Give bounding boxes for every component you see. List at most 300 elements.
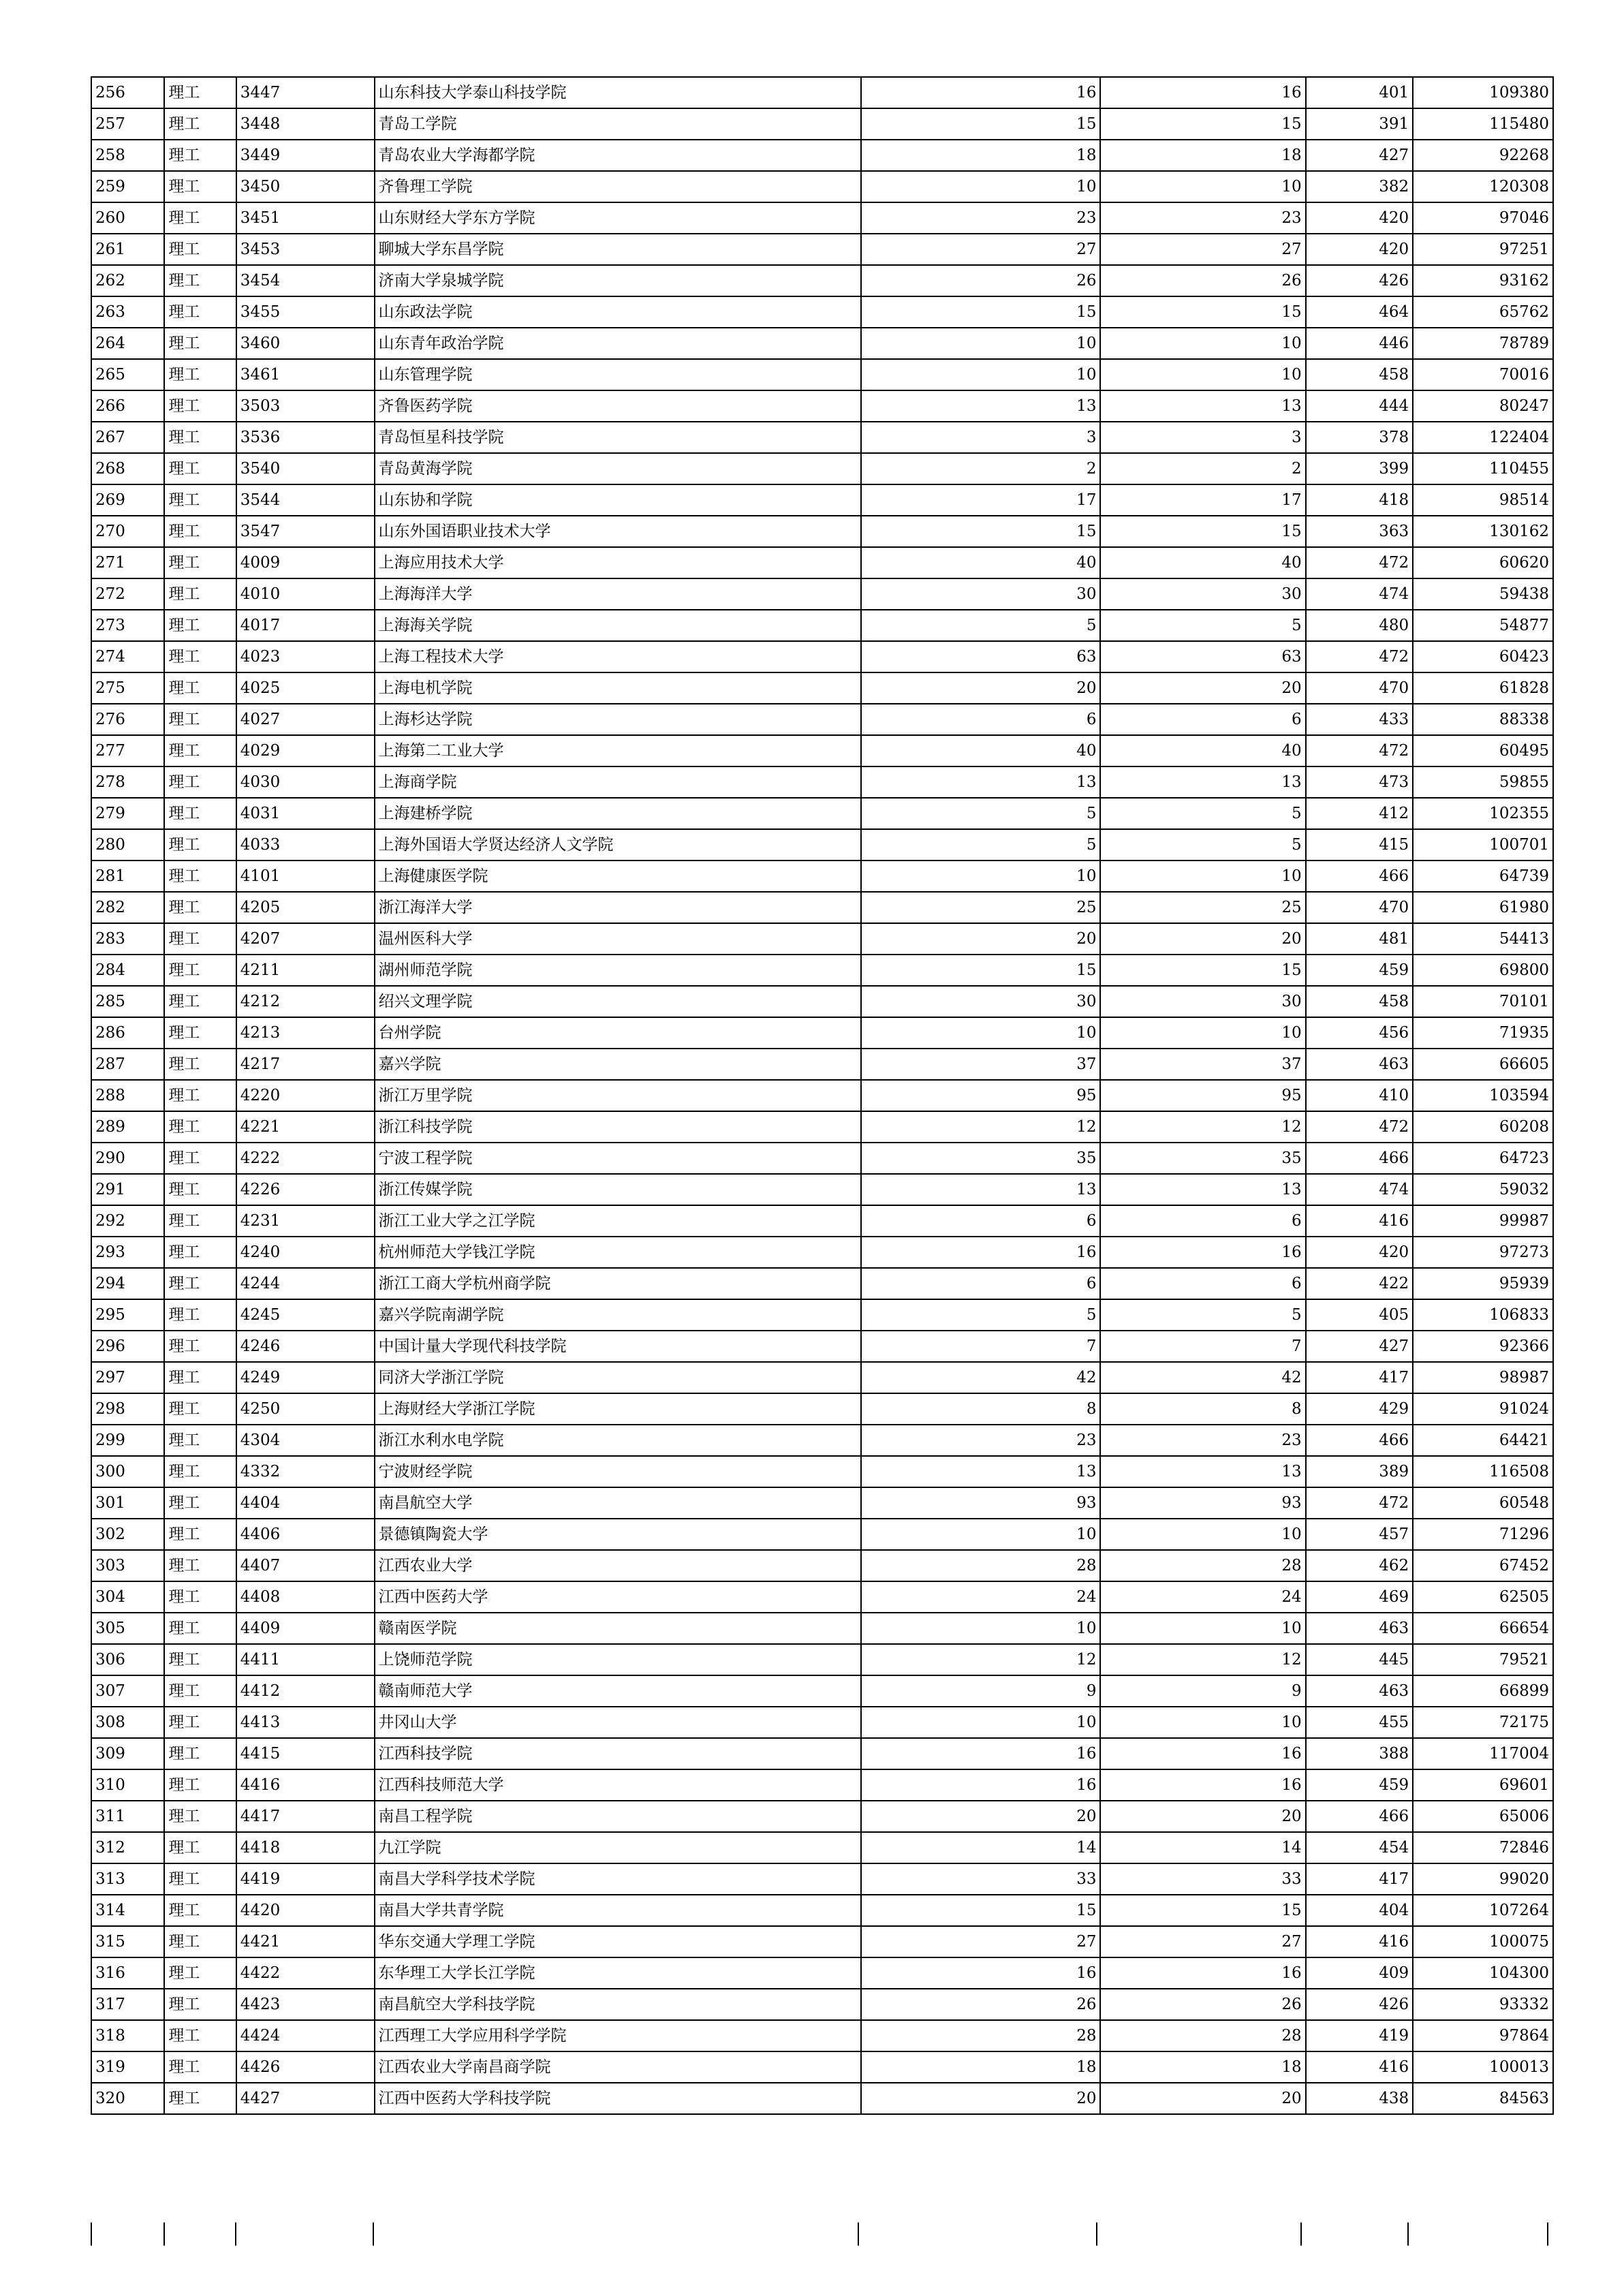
plan-count-cell: 20 xyxy=(861,1801,1100,1832)
row-number-cell: 278 xyxy=(91,766,164,798)
row-number-cell: 312 xyxy=(91,1832,164,1863)
table-row xyxy=(91,861,1553,892)
category-cell: 理工 xyxy=(164,1237,236,1268)
admitted-count-cell: 16 xyxy=(1100,1769,1305,1801)
table-column-tails xyxy=(91,2222,1554,2246)
row-number-cell: 261 xyxy=(91,234,164,265)
school-code-cell: 3503 xyxy=(236,390,375,422)
school-name-cell: 上海商学院 xyxy=(375,766,862,798)
school-name-cell: 江西理工大学应用科学学院 xyxy=(375,2020,862,2051)
table-row xyxy=(91,1331,1553,1362)
school-code-cell: 4212 xyxy=(236,986,375,1017)
row-number-cell: 295 xyxy=(91,1299,164,1331)
category-cell: 理工 xyxy=(164,610,236,641)
school-name-cell: 东华理工大学长江学院 xyxy=(375,1957,862,1989)
row-number-cell: 262 xyxy=(91,265,164,296)
table-row xyxy=(91,578,1553,610)
category-cell: 理工 xyxy=(164,202,236,234)
category-cell: 理工 xyxy=(164,1393,236,1425)
admitted-count-cell: 5 xyxy=(1100,829,1305,861)
school-name-cell: 上海电机学院 xyxy=(375,672,862,704)
row-number-cell: 265 xyxy=(91,359,164,390)
min-rank-cell: 66605 xyxy=(1413,1049,1553,1080)
plan-count-cell: 93 xyxy=(861,1487,1100,1519)
min-rank-cell: 102355 xyxy=(1413,798,1553,829)
min-rank-cell: 130162 xyxy=(1413,516,1553,547)
min-score-cell: 463 xyxy=(1306,1613,1414,1644)
table-row xyxy=(91,1237,1553,1268)
school-name-cell: 南昌大学共青学院 xyxy=(375,1895,862,1926)
plan-count-cell: 23 xyxy=(861,1425,1100,1456)
admitted-count-cell: 3 xyxy=(1100,422,1305,453)
row-number-cell: 277 xyxy=(91,735,164,766)
admitted-count-cell: 14 xyxy=(1100,1832,1305,1863)
min-score-cell: 417 xyxy=(1306,1863,1414,1895)
min-score-cell: 426 xyxy=(1306,265,1414,296)
min-score-cell: 418 xyxy=(1306,484,1414,516)
school-name-cell: 宁波工程学院 xyxy=(375,1143,862,1174)
min-score-cell: 401 xyxy=(1306,77,1414,108)
school-code-cell: 4244 xyxy=(236,1268,375,1299)
row-number-cell: 266 xyxy=(91,390,164,422)
row-number-cell: 283 xyxy=(91,923,164,955)
table-row xyxy=(91,1205,1553,1237)
school-code-cell: 4332 xyxy=(236,1456,375,1487)
min-score-cell: 382 xyxy=(1306,171,1414,202)
min-score-cell: 416 xyxy=(1306,1926,1414,1957)
table-row xyxy=(91,1801,1553,1832)
plan-count-cell: 40 xyxy=(861,547,1100,578)
school-name-cell: 浙江海洋大学 xyxy=(375,892,862,923)
category-cell: 理工 xyxy=(164,986,236,1017)
admitted-count-cell: 13 xyxy=(1100,1456,1305,1487)
school-name-cell: 赣南医学院 xyxy=(375,1613,862,1644)
admitted-count-cell: 20 xyxy=(1100,2083,1305,2114)
min-rank-cell: 66654 xyxy=(1413,1613,1553,1644)
admitted-count-cell: 95 xyxy=(1100,1080,1305,1111)
table-row xyxy=(91,1143,1553,1174)
min-score-cell: 481 xyxy=(1306,923,1414,955)
school-name-cell: 聊城大学东昌学院 xyxy=(375,234,862,265)
admitted-count-cell: 20 xyxy=(1100,672,1305,704)
school-name-cell: 湖州师范学院 xyxy=(375,955,862,986)
min-rank-cell: 72175 xyxy=(1413,1707,1553,1738)
category-cell: 理工 xyxy=(164,641,236,672)
category-cell: 理工 xyxy=(164,1675,236,1707)
row-number-cell: 309 xyxy=(91,1738,164,1769)
min-score-cell: 466 xyxy=(1306,1425,1414,1456)
row-number-cell: 299 xyxy=(91,1425,164,1456)
table-row xyxy=(91,1707,1553,1738)
min-rank-cell: 65762 xyxy=(1413,296,1553,328)
admitted-count-cell: 20 xyxy=(1100,923,1305,955)
plan-count-cell: 12 xyxy=(861,1111,1100,1143)
row-number-cell: 288 xyxy=(91,1080,164,1111)
min-score-cell: 404 xyxy=(1306,1895,1414,1926)
school-code-cell: 3547 xyxy=(236,516,375,547)
plan-count-cell: 10 xyxy=(861,1017,1100,1049)
category-cell: 理工 xyxy=(164,453,236,484)
min-score-cell: 399 xyxy=(1306,453,1414,484)
min-score-cell: 462 xyxy=(1306,1550,1414,1581)
table-row xyxy=(91,359,1553,390)
table-row xyxy=(91,1613,1553,1644)
plan-count-cell: 26 xyxy=(861,1989,1100,2020)
school-code-cell: 4250 xyxy=(236,1393,375,1425)
plan-count-cell: 27 xyxy=(861,1926,1100,1957)
school-name-cell: 浙江科技学院 xyxy=(375,1111,862,1143)
school-code-cell: 4213 xyxy=(236,1017,375,1049)
school-code-cell: 4231 xyxy=(236,1205,375,1237)
table-row xyxy=(91,140,1553,171)
min-rank-cell: 66899 xyxy=(1413,1675,1553,1707)
min-rank-cell: 64421 xyxy=(1413,1425,1553,1456)
min-rank-cell: 97864 xyxy=(1413,2020,1553,2051)
row-number-cell: 289 xyxy=(91,1111,164,1143)
school-code-cell: 4010 xyxy=(236,578,375,610)
category-cell: 理工 xyxy=(164,861,236,892)
plan-count-cell: 15 xyxy=(861,1895,1100,1926)
table-row xyxy=(91,1017,1553,1049)
school-code-cell: 4427 xyxy=(236,2083,375,2114)
table-row xyxy=(91,2083,1553,2114)
table-row xyxy=(91,1957,1553,1989)
row-number-cell: 270 xyxy=(91,516,164,547)
admitted-count-cell: 28 xyxy=(1100,2020,1305,2051)
plan-count-cell: 27 xyxy=(861,234,1100,265)
row-number-cell: 257 xyxy=(91,108,164,140)
admitted-count-cell: 16 xyxy=(1100,1738,1305,1769)
row-number-cell: 316 xyxy=(91,1957,164,1989)
table-row xyxy=(91,1456,1553,1487)
table-row xyxy=(91,422,1553,453)
category-cell: 理工 xyxy=(164,798,236,829)
min-score-cell: 410 xyxy=(1306,1080,1414,1111)
school-code-cell: 4221 xyxy=(236,1111,375,1143)
min-score-cell: 426 xyxy=(1306,1989,1414,2020)
min-rank-cell: 61980 xyxy=(1413,892,1553,923)
min-score-cell: 420 xyxy=(1306,234,1414,265)
table-row xyxy=(91,986,1553,1017)
row-number-cell: 320 xyxy=(91,2083,164,2114)
plan-count-cell: 42 xyxy=(861,1362,1100,1393)
table-row xyxy=(91,484,1553,516)
admitted-count-cell: 8 xyxy=(1100,1393,1305,1425)
category-cell: 理工 xyxy=(164,1613,236,1644)
admitted-count-cell: 30 xyxy=(1100,986,1305,1017)
table-row xyxy=(91,1738,1553,1769)
min-rank-cell: 60423 xyxy=(1413,641,1553,672)
admitted-count-cell: 25 xyxy=(1100,892,1305,923)
plan-count-cell: 37 xyxy=(861,1049,1100,1080)
admissions-table xyxy=(91,76,1554,2115)
admitted-count-cell: 40 xyxy=(1100,547,1305,578)
min-rank-cell: 98514 xyxy=(1413,484,1553,516)
admitted-count-cell: 7 xyxy=(1100,1331,1305,1362)
school-name-cell: 浙江万里学院 xyxy=(375,1080,862,1111)
school-name-cell: 上海财经大学浙江学院 xyxy=(375,1393,862,1425)
category-cell: 理工 xyxy=(164,1926,236,1957)
row-number-cell: 294 xyxy=(91,1268,164,1299)
admitted-count-cell: 18 xyxy=(1100,2051,1305,2083)
min-score-cell: 458 xyxy=(1306,359,1414,390)
admitted-count-cell: 37 xyxy=(1100,1049,1305,1080)
school-name-cell: 江西科技师范大学 xyxy=(375,1769,862,1801)
school-name-cell: 台州学院 xyxy=(375,1017,862,1049)
table-row xyxy=(91,923,1553,955)
school-name-cell: 山东管理学院 xyxy=(375,359,862,390)
row-number-cell: 287 xyxy=(91,1049,164,1080)
plan-count-cell: 10 xyxy=(861,1519,1100,1550)
min-rank-cell: 99020 xyxy=(1413,1863,1553,1895)
row-number-cell: 306 xyxy=(91,1644,164,1675)
row-number-cell: 303 xyxy=(91,1550,164,1581)
admitted-count-cell: 10 xyxy=(1100,171,1305,202)
school-name-cell: 杭州师范大学钱江学院 xyxy=(375,1237,862,1268)
min-score-cell: 415 xyxy=(1306,829,1414,861)
table-row xyxy=(91,1174,1553,1205)
school-name-cell: 山东青年政治学院 xyxy=(375,328,862,359)
plan-count-cell: 18 xyxy=(861,140,1100,171)
min-rank-cell: 92268 xyxy=(1413,140,1553,171)
table-row xyxy=(91,202,1553,234)
plan-count-cell: 6 xyxy=(861,1205,1100,1237)
min-score-cell: 417 xyxy=(1306,1362,1414,1393)
min-rank-cell: 110455 xyxy=(1413,453,1553,484)
category-cell: 理工 xyxy=(164,1205,236,1237)
school-name-cell: 中国计量大学现代科技学院 xyxy=(375,1331,862,1362)
plan-count-cell: 6 xyxy=(861,704,1100,735)
min-rank-cell: 59855 xyxy=(1413,766,1553,798)
school-code-cell: 4101 xyxy=(236,861,375,892)
plan-count-cell: 13 xyxy=(861,1456,1100,1487)
min-rank-cell: 93162 xyxy=(1413,265,1553,296)
school-code-cell: 4222 xyxy=(236,1143,375,1174)
plan-count-cell: 25 xyxy=(861,892,1100,923)
school-code-cell: 4027 xyxy=(236,704,375,735)
plan-count-cell: 5 xyxy=(861,1299,1100,1331)
min-rank-cell: 64739 xyxy=(1413,861,1553,892)
plan-count-cell: 35 xyxy=(861,1143,1100,1174)
school-code-cell: 3448 xyxy=(236,108,375,140)
category-cell: 理工 xyxy=(164,359,236,390)
plan-count-cell: 20 xyxy=(861,923,1100,955)
school-name-cell: 南昌工程学院 xyxy=(375,1801,862,1832)
min-rank-cell: 104300 xyxy=(1413,1957,1553,1989)
school-name-cell: 齐鲁理工学院 xyxy=(375,171,862,202)
plan-count-cell: 7 xyxy=(861,1331,1100,1362)
min-score-cell: 474 xyxy=(1306,1174,1414,1205)
plan-count-cell: 15 xyxy=(861,516,1100,547)
row-number-cell: 305 xyxy=(91,1613,164,1644)
row-number-cell: 286 xyxy=(91,1017,164,1049)
min-rank-cell: 70016 xyxy=(1413,359,1553,390)
min-rank-cell: 122404 xyxy=(1413,422,1553,453)
school-name-cell: 山东政法学院 xyxy=(375,296,862,328)
plan-count-cell: 28 xyxy=(861,2020,1100,2051)
admitted-count-cell: 24 xyxy=(1100,1581,1305,1613)
school-code-cell: 3544 xyxy=(236,484,375,516)
school-code-cell: 4211 xyxy=(236,955,375,986)
category-cell: 理工 xyxy=(164,1362,236,1393)
category-cell: 理工 xyxy=(164,1895,236,1926)
school-name-cell: 上海应用技术大学 xyxy=(375,547,862,578)
min-rank-cell: 115480 xyxy=(1413,108,1553,140)
row-number-cell: 313 xyxy=(91,1863,164,1895)
admitted-count-cell: 23 xyxy=(1100,202,1305,234)
school-name-cell: 浙江水利水电学院 xyxy=(375,1425,862,1456)
school-code-cell: 4422 xyxy=(236,1957,375,1989)
min-score-cell: 429 xyxy=(1306,1393,1414,1425)
row-number-cell: 319 xyxy=(91,2051,164,2083)
min-rank-cell: 60620 xyxy=(1413,547,1553,578)
row-number-cell: 271 xyxy=(91,547,164,578)
school-name-cell: 山东科技大学泰山科技学院 xyxy=(375,77,862,108)
school-code-cell: 4417 xyxy=(236,1801,375,1832)
admitted-count-cell: 5 xyxy=(1100,798,1305,829)
plan-count-cell: 15 xyxy=(861,108,1100,140)
min-score-cell: 472 xyxy=(1306,547,1414,578)
school-code-cell: 4420 xyxy=(236,1895,375,1926)
plan-count-cell: 28 xyxy=(861,1550,1100,1581)
school-code-cell: 4406 xyxy=(236,1519,375,1550)
category-cell: 理工 xyxy=(164,1268,236,1299)
school-name-cell: 南昌航空大学科技学院 xyxy=(375,1989,862,2020)
min-score-cell: 388 xyxy=(1306,1738,1414,1769)
table-row xyxy=(91,1425,1553,1456)
category-cell: 理工 xyxy=(164,2083,236,2114)
school-name-cell: 南昌大学科学技术学院 xyxy=(375,1863,862,1895)
school-name-cell: 九江学院 xyxy=(375,1832,862,1863)
table-row xyxy=(91,390,1553,422)
school-name-cell: 江西农业大学南昌商学院 xyxy=(375,2051,862,2083)
school-code-cell: 4033 xyxy=(236,829,375,861)
category-cell: 理工 xyxy=(164,1989,236,2020)
table-row xyxy=(91,1299,1553,1331)
min-score-cell: 474 xyxy=(1306,578,1414,610)
school-code-cell: 3449 xyxy=(236,140,375,171)
school-code-cell: 4423 xyxy=(236,1989,375,2020)
min-rank-cell: 99987 xyxy=(1413,1205,1553,1237)
min-score-cell: 409 xyxy=(1306,1957,1414,1989)
school-code-cell: 3451 xyxy=(236,202,375,234)
plan-count-cell: 10 xyxy=(861,861,1100,892)
school-code-cell: 3460 xyxy=(236,328,375,359)
school-name-cell: 嘉兴学院 xyxy=(375,1049,862,1080)
category-cell: 理工 xyxy=(164,77,236,108)
school-code-cell: 4407 xyxy=(236,1550,375,1581)
row-number-cell: 282 xyxy=(91,892,164,923)
category-cell: 理工 xyxy=(164,234,236,265)
school-name-cell: 景德镇陶瓷大学 xyxy=(375,1519,862,1550)
plan-count-cell: 5 xyxy=(861,829,1100,861)
min-score-cell: 470 xyxy=(1306,892,1414,923)
school-name-cell: 上海杉达学院 xyxy=(375,704,862,735)
school-name-cell: 上海海关学院 xyxy=(375,610,862,641)
school-name-cell: 上海工程技术大学 xyxy=(375,641,862,672)
plan-count-cell: 12 xyxy=(861,1644,1100,1675)
admitted-count-cell: 16 xyxy=(1100,77,1305,108)
admitted-count-cell: 40 xyxy=(1100,735,1305,766)
min-score-cell: 363 xyxy=(1306,516,1414,547)
category-cell: 理工 xyxy=(164,265,236,296)
plan-count-cell: 24 xyxy=(861,1581,1100,1613)
row-number-cell: 263 xyxy=(91,296,164,328)
min-score-cell: 455 xyxy=(1306,1707,1414,1738)
min-score-cell: 463 xyxy=(1306,1049,1414,1080)
min-rank-cell: 54413 xyxy=(1413,923,1553,955)
min-rank-cell: 69800 xyxy=(1413,955,1553,986)
school-name-cell: 井冈山大学 xyxy=(375,1707,862,1738)
table-row xyxy=(91,829,1553,861)
min-rank-cell: 78789 xyxy=(1413,328,1553,359)
category-cell: 理工 xyxy=(164,1644,236,1675)
min-rank-cell: 100075 xyxy=(1413,1926,1553,1957)
school-code-cell: 3461 xyxy=(236,359,375,390)
admitted-count-cell: 16 xyxy=(1100,1957,1305,1989)
school-code-cell: 4415 xyxy=(236,1738,375,1769)
school-code-cell: 4030 xyxy=(236,766,375,798)
min-rank-cell: 98987 xyxy=(1413,1362,1553,1393)
row-number-cell: 291 xyxy=(91,1174,164,1205)
table-row xyxy=(91,1393,1553,1425)
category-cell: 理工 xyxy=(164,704,236,735)
row-number-cell: 307 xyxy=(91,1675,164,1707)
plan-count-cell: 16 xyxy=(861,1738,1100,1769)
min-rank-cell: 93332 xyxy=(1413,1989,1553,2020)
category-cell: 理工 xyxy=(164,422,236,453)
school-name-cell: 同济大学浙江学院 xyxy=(375,1362,862,1393)
admitted-count-cell: 35 xyxy=(1100,1143,1305,1174)
school-code-cell: 4205 xyxy=(236,892,375,923)
min-rank-cell: 117004 xyxy=(1413,1738,1553,1769)
min-rank-cell: 67452 xyxy=(1413,1550,1553,1581)
row-number-cell: 293 xyxy=(91,1237,164,1268)
admitted-count-cell: 10 xyxy=(1100,1613,1305,1644)
table-row xyxy=(91,1487,1553,1519)
admitted-count-cell: 17 xyxy=(1100,484,1305,516)
min-rank-cell: 72846 xyxy=(1413,1832,1553,1863)
min-score-cell: 459 xyxy=(1306,1769,1414,1801)
table-row xyxy=(91,672,1553,704)
row-number-cell: 285 xyxy=(91,986,164,1017)
school-code-cell: 4424 xyxy=(236,2020,375,2051)
min-rank-cell: 71296 xyxy=(1413,1519,1553,1550)
table-row xyxy=(91,1080,1553,1111)
min-rank-cell: 54877 xyxy=(1413,610,1553,641)
plan-count-cell: 14 xyxy=(861,1832,1100,1863)
category-cell: 理工 xyxy=(164,1832,236,1863)
plan-count-cell: 23 xyxy=(861,202,1100,234)
school-name-cell: 江西中医药大学 xyxy=(375,1581,862,1613)
admitted-count-cell: 15 xyxy=(1100,108,1305,140)
row-number-cell: 301 xyxy=(91,1487,164,1519)
min-rank-cell: 91024 xyxy=(1413,1393,1553,1425)
min-score-cell: 469 xyxy=(1306,1581,1414,1613)
min-score-cell: 463 xyxy=(1306,1675,1414,1707)
category-cell: 理工 xyxy=(164,484,236,516)
category-cell: 理工 xyxy=(164,547,236,578)
category-cell: 理工 xyxy=(164,766,236,798)
admitted-count-cell: 16 xyxy=(1100,1237,1305,1268)
school-code-cell: 4031 xyxy=(236,798,375,829)
row-number-cell: 273 xyxy=(91,610,164,641)
min-rank-cell: 60548 xyxy=(1413,1487,1553,1519)
school-name-cell: 宁波财经学院 xyxy=(375,1456,862,1487)
school-name-cell: 浙江工商大学杭州商学院 xyxy=(375,1268,862,1299)
plan-count-cell: 10 xyxy=(861,171,1100,202)
admitted-count-cell: 10 xyxy=(1100,1519,1305,1550)
